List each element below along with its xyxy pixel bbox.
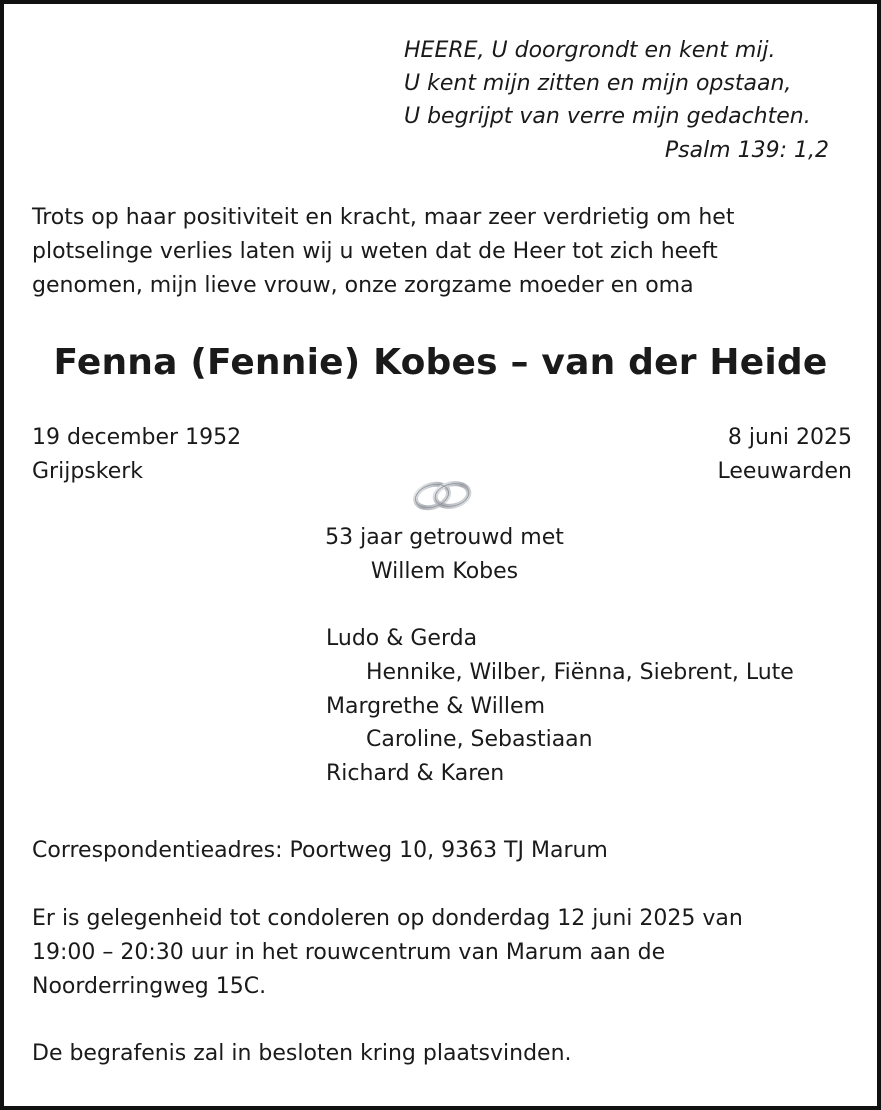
deceased-name: Fenna (Fennie) Kobes – van der Heide — [53, 342, 828, 383]
wedding-rings-icon — [408, 478, 476, 512]
family-line-5: Richard & Karen — [326, 761, 505, 786]
condolence-line-3: Noorderringweg 15C. — [32, 974, 267, 999]
family-line-3: Margrethe & Willem — [326, 694, 546, 719]
verse-reference: Psalm 139: 1,2 — [664, 138, 829, 163]
verse-line-3: U begrijpt van verre mijn gedachten. — [404, 104, 811, 129]
condolence-line-2: 19:00 – 20:30 uur in het rouwcentrum van Marum aan de — [32, 940, 666, 965]
family-line-2: Hennike, Wilber, Fiënna, Siebrent, Lute — [366, 660, 794, 685]
intro-line-3: genomen, mijn lieve vrouw, onze zorgzame moeder en oma — [32, 273, 694, 298]
death-place: Leeuwarden — [717, 459, 852, 484]
condolence-line-1: Er is gelegenheid tot condoleren op donderdag 12 juni 2025 van — [32, 906, 743, 931]
verse-line-2: U kent mijn zitten en mijn opstaan, — [404, 71, 792, 96]
intro-line-2: plotselinge verlies laten wij u weten dat de Heer tot zich heeft — [32, 239, 718, 264]
birth-date: 19 december 1952 — [32, 425, 242, 450]
correspondence-address: Correspondentieadres: Poortweg 10, 9363 TJ Marum — [32, 838, 608, 863]
funeral-notice: De begrafenis zal in besloten kring plaatsvinden. — [32, 1041, 572, 1066]
intro-line-1: Trots op haar positiviteit en kracht, maar zeer verdrietig om het — [32, 205, 735, 230]
birth-place: Grijpskerk — [32, 459, 144, 484]
marriage-years: 53 jaar getrouwd met — [325, 525, 564, 550]
verse-line-1: HEERE, U doorgrondt en kent mij. — [404, 38, 776, 63]
family-line-1: Ludo & Gerda — [326, 626, 478, 651]
family-line-4: Caroline, Sebastiaan — [366, 727, 593, 752]
spouse-name: Willem Kobes — [370, 559, 519, 584]
death-date: 8 juni 2025 — [727, 425, 852, 450]
